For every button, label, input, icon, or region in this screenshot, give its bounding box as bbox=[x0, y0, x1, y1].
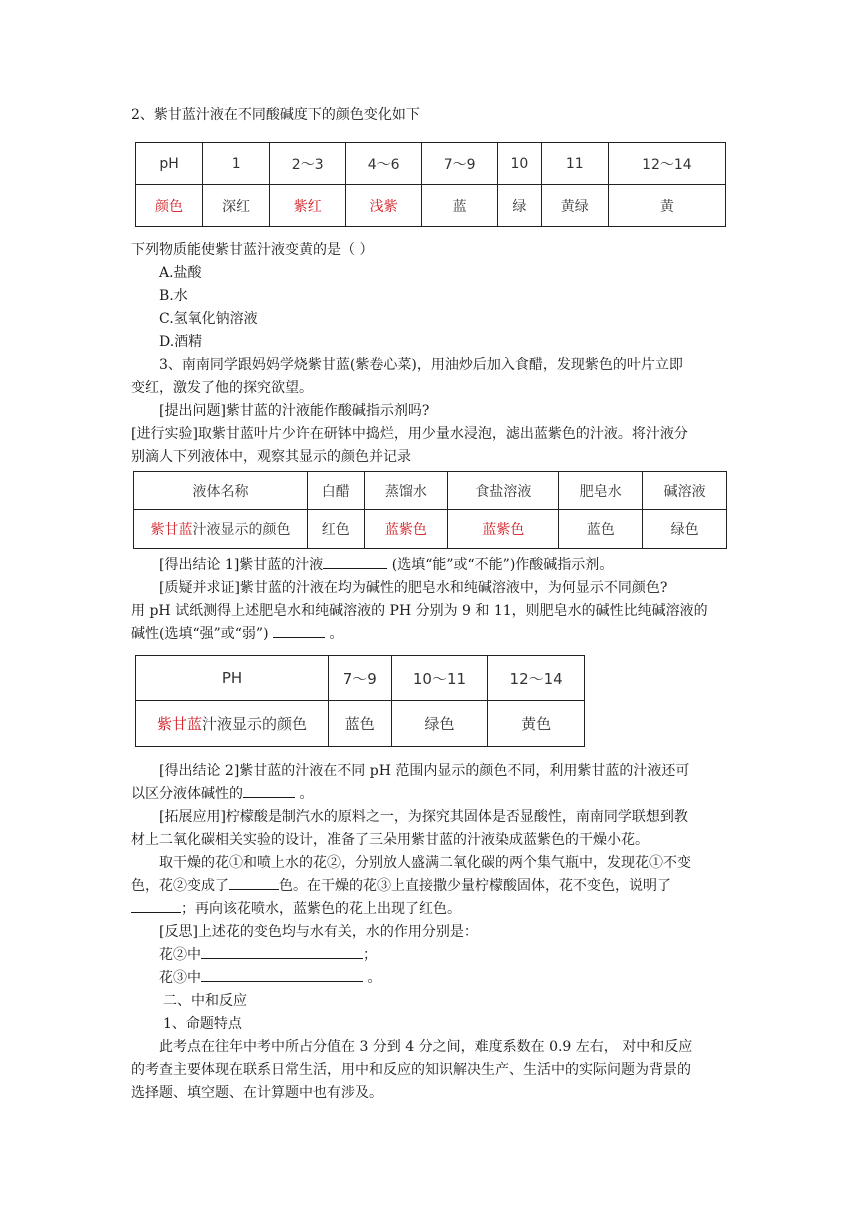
option-d: D.酒精 bbox=[159, 334, 203, 350]
flower-line2 bbox=[131, 875, 671, 897]
conclusion1-text-a: [得出结论 1]紫甘蓝的汁液 bbox=[159, 557, 324, 573]
ph-cell: 11 bbox=[541, 143, 608, 185]
section2-para-line1: 此考点在往年中考中所占分值在 3 分到 4 分之间，难度系数在 0.9 左右， 对中和反应 bbox=[159, 1039, 693, 1055]
option-b: B.水 bbox=[159, 288, 188, 304]
section2-para-line3: 选择题、填空题、在计算题中也有涉及。 bbox=[131, 1085, 383, 1101]
color-cell: 浅紫 bbox=[346, 185, 422, 227]
ph-range-cell: 7～9 bbox=[329, 656, 392, 701]
liquid-color-row bbox=[134, 510, 727, 549]
color-cell: 黄 bbox=[608, 185, 725, 227]
row-label-rest: 汁液显示的颜色 bbox=[202, 715, 308, 733]
liquid-color-cell: 蓝色 bbox=[559, 510, 643, 549]
liquid-name-header: 液体名称 bbox=[134, 472, 308, 510]
blank-flower2 bbox=[201, 944, 363, 959]
row-label-red: 紫甘蓝 bbox=[150, 522, 193, 538]
raise-question: [提出问题]紫甘蓝的汁液能作酸碱指示剂吗? bbox=[159, 403, 430, 419]
liquid-header-cell: 白醋 bbox=[308, 472, 365, 510]
blank-alkalinity bbox=[243, 783, 295, 798]
section2-para-line2: 的考查主要体现在联系日常生活，用中和反应的知识解决生产、生活中的实际问题为背景的 bbox=[131, 1062, 691, 1078]
color-cell: 蓝 bbox=[422, 185, 498, 227]
q3-intro-line2: 变红，激发了他的探究欲望。 bbox=[131, 380, 313, 396]
flower2-end: ； bbox=[363, 947, 377, 963]
liquid-color-cell: 绿色 bbox=[643, 510, 727, 549]
doubt-line3 bbox=[131, 623, 343, 645]
flower2-answer bbox=[159, 944, 377, 966]
liquid-header-cell: 蒸馏水 bbox=[364, 472, 448, 510]
q3-intro-line1: 3、南南同学跟妈妈学烧紫甘蓝(紫卷心菜)，用油炒后加入食醋，发现紫色的叶片立即 bbox=[159, 357, 683, 373]
blank-flower3 bbox=[201, 967, 363, 982]
ph-range-color-cell: 蓝色 bbox=[329, 701, 392, 747]
experiment-line1: [进行实验]取紫甘蓝叶片少许在研钵中捣烂，用少量水浸泡，滤出蓝紫色的汁液。将汁液分 bbox=[131, 426, 688, 442]
extend-line1: [拓展应用]柠檬酸是制汽水的原料之一，为探究其固体是否显酸性，南南同学联想到教 bbox=[159, 809, 688, 825]
row-label bbox=[136, 701, 329, 747]
ph-range-color-cell: 绿色 bbox=[391, 701, 488, 747]
ph-cell: 12～14 bbox=[608, 143, 725, 185]
conclusion2-line2 bbox=[131, 783, 313, 805]
ph-cell: 1 bbox=[203, 143, 270, 185]
flower-line3 bbox=[131, 898, 461, 920]
option-a: A.盐酸 bbox=[159, 265, 202, 281]
color-cell: 黄绿 bbox=[541, 185, 608, 227]
reflect-line: [反思]上述花的变色均与水有关，水的作用分别是： bbox=[159, 924, 478, 940]
conclusion2-line1: [得出结论 2]紫甘蓝的汁液在不同 pH 范围内显示的颜色不同，利用紫甘蓝的汁液还可 bbox=[159, 763, 690, 779]
conclusion2-text-a: 以区分液体碱性的 bbox=[131, 786, 243, 802]
flower3-label: 花③中 bbox=[159, 970, 201, 986]
ph-cell: 10 bbox=[498, 143, 542, 185]
ph-row bbox=[136, 143, 726, 185]
q2-question: 下列物质能使紫甘蓝汁液变黄的是（ ） bbox=[131, 242, 374, 258]
blank-color bbox=[229, 875, 279, 890]
doubt-line3-b: 。 bbox=[325, 626, 344, 642]
flower3-answer bbox=[159, 967, 381, 989]
liquid-header-cell: 肥皂水 bbox=[559, 472, 643, 510]
liquid-color-cell: 蓝紫色 bbox=[364, 510, 448, 549]
color-cell: 深红 bbox=[203, 185, 270, 227]
flower-line2-b: 色。在干燥的花③上直接撒少量柠檬酸固体，花不变色，说明了 bbox=[279, 878, 671, 894]
extend-line2: 材上二氧化碳相关实验的设计，准备了三朵用紫甘蓝的汁液染成蓝紫色的干燥小花。 bbox=[131, 832, 649, 848]
color-cell: 紫红 bbox=[270, 185, 346, 227]
ph-cell: 4～6 bbox=[346, 143, 422, 185]
color-row bbox=[136, 185, 726, 227]
color-cell: 绿 bbox=[498, 185, 542, 227]
doubt-line1: [质疑并求证]紫甘蓝的汁液在均为碱性的肥皂水和纯碱溶液中，为何显示不同颜色? bbox=[159, 580, 668, 596]
liquid-color-cell: 红色 bbox=[308, 510, 365, 549]
liquid-header-cell: 碱溶液 bbox=[643, 472, 727, 510]
flower3-end: 。 bbox=[363, 970, 382, 986]
row-label bbox=[134, 510, 308, 549]
conclusion1 bbox=[159, 554, 613, 576]
flower-line2-a: 色，花②变成了 bbox=[131, 878, 229, 894]
ph-range-cell: 10～11 bbox=[391, 656, 488, 701]
ph-cell: 2～3 bbox=[270, 143, 346, 185]
doubt-line3-a: 碱性(选填“强”或“弱”) bbox=[131, 626, 274, 642]
row-label-rest: 汁液显示的颜色 bbox=[192, 522, 291, 538]
conclusion2-text-b: 。 bbox=[295, 786, 314, 802]
ph-cell: 7～9 bbox=[422, 143, 498, 185]
liquid-color-table bbox=[133, 471, 727, 549]
doubt-line2: 用 pH 试纸测得上述肥皂水和纯碱溶液的 PH 分别为 9 和 11，则肥皂水的碱性比纯碱溶液的 bbox=[131, 603, 708, 619]
blank-strong-or-weak bbox=[273, 623, 325, 638]
ph-range-table bbox=[135, 655, 585, 747]
ph-range-header: PH bbox=[136, 656, 329, 701]
ph-range-header-row bbox=[136, 656, 585, 701]
liquid-color-cell: 蓝紫色 bbox=[448, 510, 559, 549]
section2-title: 二、中和反应 bbox=[163, 993, 247, 1009]
experiment-line2: 别滴人下列液体中，观察其显示的颜色并记录 bbox=[131, 449, 411, 465]
q2-heading: 2、紫甘蓝汁液在不同酸碱度下的颜色变化如下 bbox=[131, 107, 420, 123]
liquid-header-row bbox=[134, 472, 727, 510]
row-label-red: 紫甘蓝 bbox=[156, 715, 202, 733]
option-c: C.氢氧化钠溶液 bbox=[159, 311, 258, 327]
blank-can-or-cannot bbox=[323, 554, 387, 569]
ph-range-cell: 12～14 bbox=[488, 656, 585, 701]
liquid-header-cell: 食盐溶液 bbox=[448, 472, 559, 510]
ph-header-cell: pH bbox=[136, 143, 203, 185]
flower2-label: 花②中 bbox=[159, 947, 201, 963]
flower-line3-b: ；再向该花喷水，蓝紫色的花上出现了红色。 bbox=[181, 901, 461, 917]
section2-subtitle: 1、命题特点 bbox=[163, 1016, 242, 1032]
ph-range-color-cell: 黄色 bbox=[488, 701, 585, 747]
color-header-cell: 颜色 bbox=[136, 185, 203, 227]
blank-explanation bbox=[131, 898, 181, 913]
ph-range-color-row bbox=[136, 701, 585, 747]
conclusion1-text-b: (选填“能”或“不能”)作酸碱指示剂。 bbox=[387, 557, 614, 573]
ph-color-table bbox=[135, 142, 726, 227]
flower-line1: 取干燥的花①和喷上水的花②，分别放人盛满二氧化碳的两个集气瓶中，发现花①不变 bbox=[159, 855, 691, 871]
